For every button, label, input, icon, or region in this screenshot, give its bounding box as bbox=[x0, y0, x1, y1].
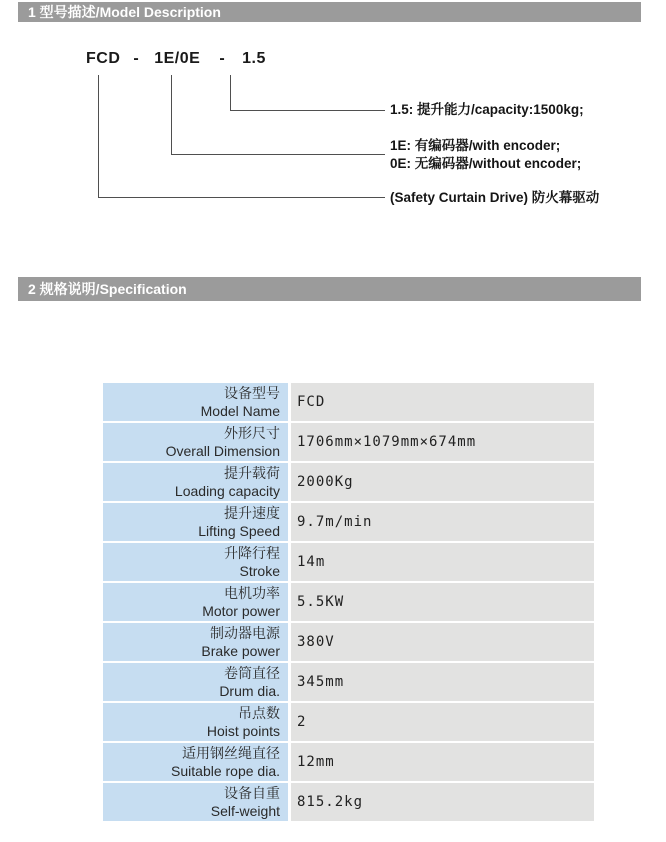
model-code-encoder-option: 1E/0E bbox=[154, 50, 201, 67]
table-row-brake-power bbox=[103, 623, 594, 661]
row-label-zh: 提升载荷 bbox=[224, 465, 280, 481]
row-value: 14m bbox=[291, 543, 594, 581]
model-code bbox=[86, 50, 266, 68]
row-label-en: Loading capacity bbox=[174, 483, 280, 499]
row-label bbox=[103, 783, 288, 821]
specification-table bbox=[103, 383, 594, 823]
section-header-model-description: 1 型号描述/Model Description bbox=[18, 2, 641, 22]
row-label-zh: 外形尺寸 bbox=[224, 425, 280, 441]
row-label-zh: 提升速度 bbox=[224, 505, 280, 521]
connector-horizontal-series bbox=[98, 197, 385, 198]
row-label bbox=[103, 503, 288, 541]
annotation-series-meaning-line: (Safety Curtain Drive) 防火幕驱动 bbox=[390, 190, 600, 205]
connector-vertical-capacity bbox=[230, 75, 231, 110]
row-label bbox=[103, 423, 288, 461]
row-label bbox=[103, 463, 288, 501]
connector-vertical-series bbox=[98, 75, 99, 197]
annotation-encoder bbox=[390, 137, 581, 173]
row-label bbox=[103, 583, 288, 621]
annotation-capacity-line: 1.5: 提升能力/capacity:1500kg; bbox=[390, 102, 584, 117]
table-row-self-weight bbox=[103, 783, 594, 821]
table-row-hoist-points bbox=[103, 703, 594, 741]
model-code-dash2: - bbox=[219, 50, 226, 67]
table-row-loading-capacity bbox=[103, 463, 594, 501]
annotation-encoder-line1: 1E: 有编码器/with encoder; bbox=[390, 138, 561, 153]
model-code-series: FCD bbox=[86, 50, 121, 67]
row-label-en: Brake power bbox=[201, 643, 280, 659]
row-label-en: Model Name bbox=[200, 403, 280, 419]
row-label bbox=[103, 663, 288, 701]
table-row-model-name bbox=[103, 383, 594, 421]
annotation-encoder-line2: 0E: 无编码器/without encoder; bbox=[390, 156, 582, 171]
row-label-en: Suitable rope dia. bbox=[171, 763, 280, 779]
table-row-motor-power bbox=[103, 583, 594, 621]
table-row-suitable-rope-diameter bbox=[103, 743, 594, 781]
row-value: 345mm bbox=[291, 663, 594, 701]
connector-horizontal-capacity bbox=[230, 110, 385, 111]
row-value: 5.5KW bbox=[291, 583, 594, 621]
row-label-en: Hoist points bbox=[206, 723, 280, 739]
table-row-lifting-speed bbox=[103, 503, 594, 541]
row-label-en: Overall Dimension bbox=[165, 443, 280, 459]
row-value: 2 bbox=[291, 703, 594, 741]
annotation-capacity bbox=[390, 101, 584, 119]
section-header-specification: 2 规格说明/Specification bbox=[18, 277, 641, 301]
row-label-zh: 吊点数 bbox=[238, 705, 280, 721]
row-label-zh: 制动器电源 bbox=[210, 625, 280, 641]
row-label-en: Stroke bbox=[239, 563, 280, 579]
table-row-drum-diameter bbox=[103, 663, 594, 701]
row-label-zh: 升降行程 bbox=[224, 545, 280, 561]
row-label-zh: 适用钢丝绳直径 bbox=[182, 745, 280, 761]
row-label bbox=[103, 543, 288, 581]
row-label-en: Drum dia. bbox=[219, 683, 280, 699]
row-label bbox=[103, 703, 288, 741]
model-code-capacity: 1.5 bbox=[242, 50, 266, 67]
row-label-en: Lifting Speed bbox=[198, 523, 280, 539]
row-value: 380V bbox=[291, 623, 594, 661]
row-label bbox=[103, 383, 288, 421]
annotation-series-meaning bbox=[390, 189, 599, 207]
row-label-zh: 设备自重 bbox=[224, 785, 280, 801]
table-row-stroke bbox=[103, 543, 594, 581]
connector-vertical-encoder bbox=[171, 75, 172, 154]
row-label-zh: 卷筒直径 bbox=[224, 665, 280, 681]
row-label bbox=[103, 623, 288, 661]
row-label-en: Motor power bbox=[202, 603, 280, 619]
row-value: 9.7m/min bbox=[291, 503, 594, 541]
table-row-overall-dimension bbox=[103, 423, 594, 461]
row-value: 2000Kg bbox=[291, 463, 594, 501]
row-value: 815.2kg bbox=[291, 783, 594, 821]
row-label bbox=[103, 743, 288, 781]
row-value: FCD bbox=[291, 383, 594, 421]
row-value: 1706mm×1079mm×674mm bbox=[291, 423, 594, 461]
row-label-zh: 设备型号 bbox=[224, 385, 280, 401]
model-code-dash1: - bbox=[133, 50, 140, 67]
row-label-zh: 电机功率 bbox=[224, 585, 280, 601]
row-label-en: Self-weight bbox=[210, 803, 280, 819]
row-value: 12mm bbox=[291, 743, 594, 781]
connector-horizontal-encoder bbox=[171, 154, 385, 155]
